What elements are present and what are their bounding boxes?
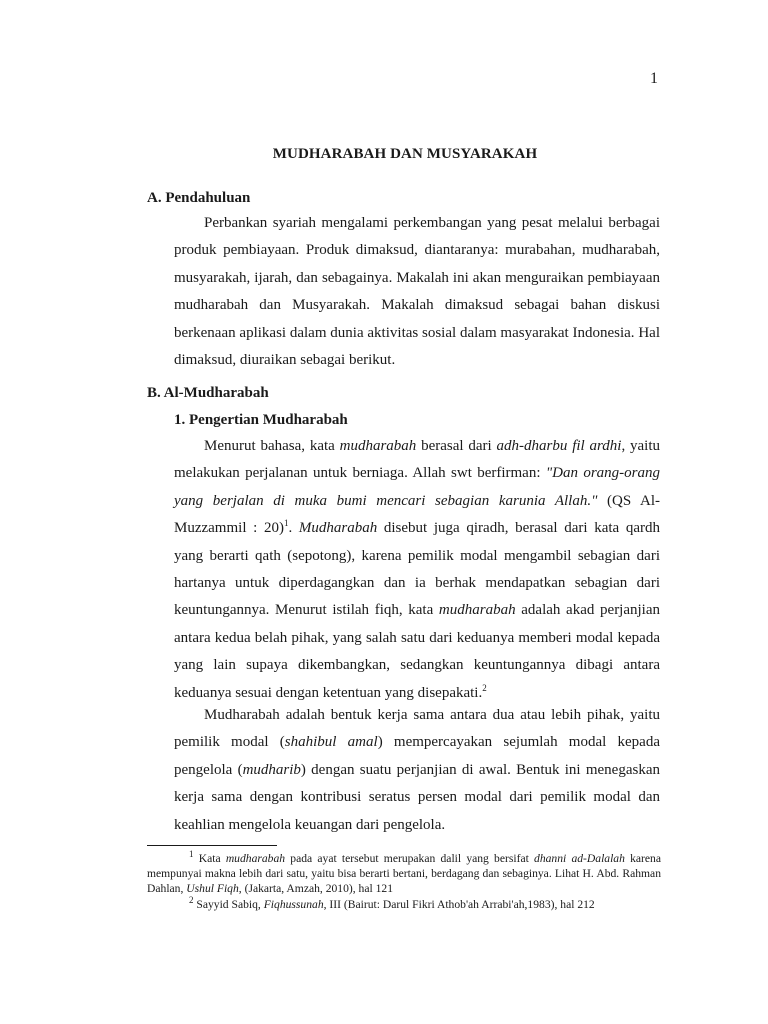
italic-term: mudharabah bbox=[225, 852, 286, 865]
section-a-heading: A. Pendahuluan bbox=[147, 190, 251, 206]
italic-term: mudharib bbox=[242, 761, 301, 778]
italic-term: Mudharabah bbox=[298, 520, 378, 537]
italic-term: shahibul amal bbox=[284, 734, 378, 751]
text-run: Menurut bahasa, kata bbox=[204, 438, 340, 454]
section-a-text: Perbankan syariah mengalami perkembangan yang pesat melalui berbagai produk pembiayaan. Produk dimaksud, diantaranya: murabahan, mudharabah, musyarakah, ijarah, dan sebagainya. Makalah ini akan menguraikan pembiayaan mudharabah dan Musyarakah. Makalah dimaksud sebagai bahan diskusi berkenaan aplikasi dalam dunia aktivitas sosial dalam masyarakat Indonesia. Hal dimaksud, diuraikan sebagai berikut. bbox=[174, 215, 660, 369]
subsection-heading: 1. Pengertian Mudharabah bbox=[174, 412, 348, 428]
mudharabah-definition-paragraph bbox=[174, 433, 660, 707]
footnote-ref-2[interactable]: 2 bbox=[482, 682, 487, 693]
italic-term: Ushul Fiqh bbox=[186, 882, 239, 895]
footnote-ref-1[interactable]: 1 bbox=[283, 518, 289, 529]
text-run: berasal dari bbox=[416, 438, 497, 454]
text-run: pada ayat tersebut merupakan dalil yang bersifat bbox=[285, 852, 535, 865]
footnote-divider bbox=[147, 845, 277, 846]
italic-term: dhanni ad-Dalalah bbox=[534, 852, 625, 865]
text-run: , III (Bairut: Darul Fikri Athob'ah Arrabi'ah,1983), hal 212 bbox=[323, 898, 595, 911]
italic-term: mudharabah bbox=[438, 602, 516, 619]
footnote-number: 2 bbox=[189, 895, 194, 906]
page-number: 1 bbox=[650, 70, 658, 87]
footnote-1 bbox=[147, 851, 661, 896]
section-b-heading: B. Al-Mudharabah bbox=[147, 385, 269, 401]
quran-quote: "Dan orang-orang yang berjalan di muka bumi mencari sebagian karunia Allah." bbox=[174, 465, 660, 509]
text-run: , (Jakarta, Amzah, 2010), hal 121 bbox=[238, 882, 393, 895]
text-run: (QS Al-Muzzammil : 20) bbox=[174, 492, 660, 537]
text-run: . bbox=[288, 520, 299, 537]
mudharabah-cooperation-paragraph bbox=[174, 702, 660, 839]
italic-term: Fiqhussunah bbox=[263, 898, 324, 911]
text-run: Mudharabah adalah bentuk kerja sama antara dua atau lebih pihak, yaitu pemilik modal ( bbox=[174, 707, 660, 751]
text-run: adalah akad perjanjian antara kedua belah pihak, yang salah satu dari keduanya memberi modal kepada yang lain supaya dikembangkan, sedangkan keuntungannya dibagi antara keduanya sesuai dengan ketentuan yang disepakati. bbox=[174, 602, 661, 701]
text-run: ) dengan suatu perjanjian di awal. Bentuk ini menegaskan kerja sama dengan kontribusi seratus persen modal dari pemilik modal dan keahlian mengelola keuangan dari pengelola. bbox=[174, 761, 660, 833]
section-a-paragraph bbox=[174, 210, 660, 374]
text-run: , yaitu melakukan perjalanan untuk berniaga. Allah swt berfirman: bbox=[174, 438, 661, 482]
footnote-number: 1 bbox=[189, 849, 194, 860]
footnote-2 bbox=[147, 897, 661, 912]
text-run: Kata bbox=[193, 852, 226, 865]
text-run: karena mempunyai makna lebih dari satu, yaitu bisa berarti bertani, berdagang dan sebaginya. Lihat H. Abd. Rahman Dahlan, bbox=[147, 852, 662, 895]
italic-term: mudharabah bbox=[339, 438, 417, 454]
text-run: disebut juga qiradh, berasal dari kata qardh yang berarti qath (sepotong), karena pemilik modal mengambil sebagian dari hartanya untuk diperdagangkan dan ia berhak mendapatkan sebagian dari keuntungannya. Menurut istilah fiqh, kata bbox=[174, 520, 661, 619]
italic-term: adh-dharbu fil ardhi bbox=[496, 438, 622, 454]
text-run: Sayyid Sabiq, bbox=[193, 898, 264, 911]
text-run: ) mempercayakan sejumlah modal kepada pengelola ( bbox=[174, 734, 660, 778]
document-title: MUDHARABAH DAN MUSYARAKAH bbox=[272, 146, 538, 162]
